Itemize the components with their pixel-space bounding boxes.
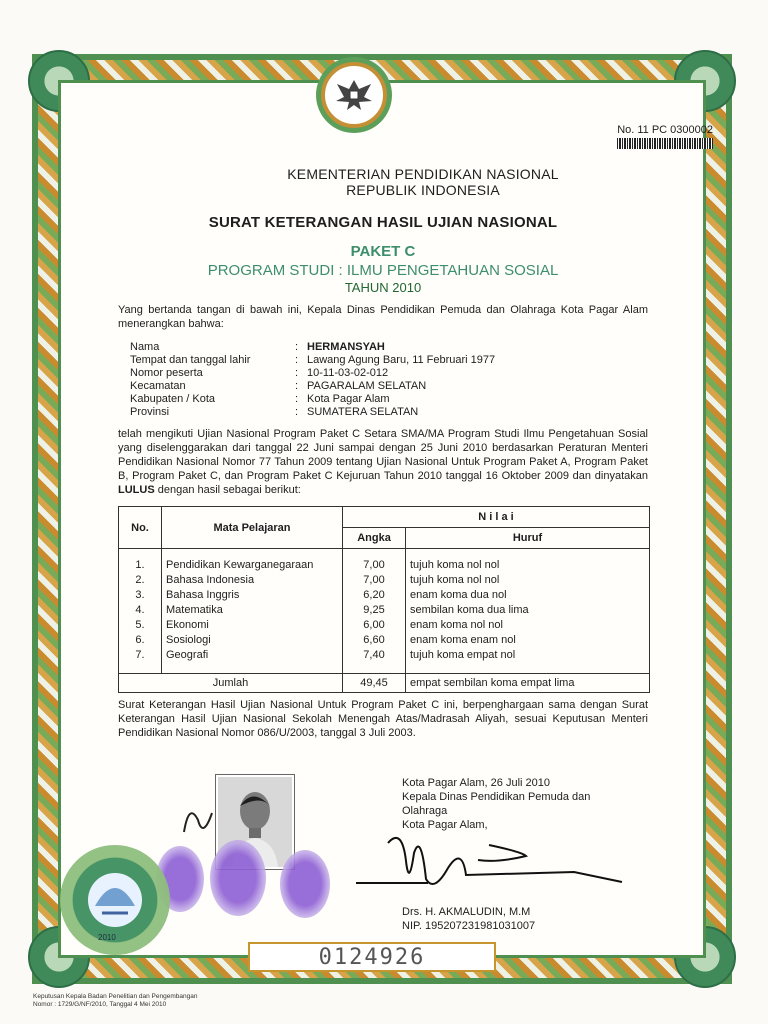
package-name: PAKET C — [350, 243, 416, 260]
thumbprint — [210, 840, 266, 916]
letter-score: tujuh koma empat nol — [410, 649, 516, 661]
footer-line: Nomor : 1729/G/NF/2010, Tanggal 4 Mei 2010 — [33, 1001, 167, 1008]
number-list — [119, 549, 162, 674]
identity-label: Kecamatan — [130, 380, 186, 392]
letter-score-header: Huruf — [406, 528, 650, 549]
subject-name: Matematika — [166, 604, 223, 616]
letter-score-list — [406, 549, 650, 674]
footer-line: Keputusan Kepala Badan Penelitian dan Pengembangan — [33, 993, 198, 1000]
separator: : — [295, 341, 299, 353]
subject-name: Geografi — [166, 649, 209, 661]
document-number-block — [617, 124, 713, 149]
signature-block — [402, 776, 662, 933]
separator: : — [295, 393, 299, 405]
letter-score: enam koma nol nol — [410, 619, 503, 631]
footer-note — [33, 993, 197, 1009]
numeric-score: 6,00 — [363, 619, 385, 631]
numeric-score: 7,40 — [363, 649, 385, 661]
grades-header-row — [119, 507, 650, 528]
row-number: 1. — [135, 559, 145, 571]
subject-name: Ekonomi — [166, 619, 209, 631]
separator: : — [295, 380, 299, 392]
identity-label: Nama — [130, 341, 160, 353]
identity-value: Kota Pagar Alam — [307, 393, 390, 405]
statement-end: dengan hasil sebagai berikut: — [157, 484, 301, 496]
number-column-header: No. — [119, 507, 162, 549]
program-name: PROGRAM STUDI : ILMU PENGETAHUAN SOSIAL — [207, 262, 559, 279]
identity-row — [130, 341, 495, 354]
score-column-header: N i l a i — [343, 507, 650, 528]
grades-body-row — [119, 549, 650, 674]
numeric-score: 7,00 — [363, 574, 385, 586]
row-number: 7. — [135, 649, 145, 661]
official-position: Kepala Dinas Pendidikan Pemuda dan — [402, 791, 591, 803]
official-name: Drs. H. AKMALUDIN, M.M — [402, 906, 531, 918]
issue-place-date: Kota Pagar Alam, 26 Juli 2010 — [402, 777, 550, 789]
seal-year: 2010 — [98, 933, 116, 942]
row-number: 2. — [135, 574, 145, 586]
separator: : — [295, 367, 299, 379]
numeric-score-header: Angka — [343, 528, 406, 549]
ministry-name: KEMENTERIAN PENDIDIKAN NASIONAL — [287, 166, 559, 182]
identity-label: Provinsi — [130, 406, 170, 418]
row-number: 6. — [135, 634, 145, 646]
subject-name: Bahasa Indonesia — [166, 574, 255, 586]
official-seal — [60, 845, 170, 955]
identity-value: Lawang Agung Baru, 11 Februari 1977 — [307, 354, 496, 366]
exam-year: TAHUN 2010 — [344, 280, 422, 295]
serial-number: 0124926 — [248, 942, 496, 972]
numeric-score: 6,60 — [363, 634, 385, 646]
statement-paragraph — [118, 427, 648, 497]
identity-value: PAGARALAM SELATAN — [307, 380, 427, 392]
letter-score: tujuh koma nol nol — [410, 559, 500, 571]
eagle-icon — [334, 75, 374, 115]
letter-score: tujuh koma nol nol — [410, 574, 500, 586]
total-numeric-score: 49,45 — [343, 674, 406, 693]
subject-column-header: Mata Pelajaran — [162, 507, 343, 549]
total-row — [119, 674, 650, 693]
official-nip: NIP. 195207231981031007 — [402, 920, 536, 932]
letter-score: sembilan koma dua lima — [410, 604, 529, 616]
subject-name: Bahasa Inggris — [166, 589, 240, 601]
subject-list — [162, 549, 343, 674]
identity-value: HERMANSYAH — [307, 341, 385, 353]
certificate-title: SURAT KETERANGAN HASIL UJIAN NASIONAL — [208, 214, 558, 231]
numeric-score: 6,20 — [363, 589, 385, 601]
intro-paragraph: Yang bertanda tangan di bawah ini, Kepala Dinas Pendidikan Pemuda dan Olahraga Kota Pagar Alam menerangkan bahwa: — [118, 304, 648, 330]
identity-row — [130, 380, 495, 393]
official-position: Olahraga — [402, 805, 448, 817]
identity-table — [130, 341, 495, 419]
identity-row — [130, 354, 495, 367]
row-number: 4. — [135, 604, 145, 616]
identity-label: Nomor peserta — [130, 367, 203, 379]
certificate-content — [118, 166, 648, 740]
pass-status: LULUS — [118, 484, 155, 496]
identity-label: Tempat dan tanggal lahir — [130, 354, 251, 366]
identity-value: SUMATERA SELATAN — [307, 406, 419, 418]
garuda-emblem — [321, 62, 387, 128]
equivalence-paragraph: Surat Keterangan Hasil Ujian Nasional Untuk Program Paket C ini, berpenghargaan sama dengan Surat Keterangan Hasil Ujian Nasional Sekolah Menengah Atas/Madrasah Aliyah, sesuai Keputusan Menteri Pendidikan Nasional Nomor 086/U/2003, tanggal 3 Juli 2003. — [118, 699, 648, 739]
small-signature — [178, 794, 218, 854]
row-number: 5. — [135, 619, 145, 631]
statement-text: telah mengikuti Ujian Nasional Program Paket C Setara SMA/MA Program Studi Ilmu Pengetahuan Sosial yang diselenggarakan dari tanggal 22 Juni sampai dengan 25 Juni 2010 berdasarkan Peraturan Menteri Pendidikan Nasional Nomor 77 Tahun 2009 tentang Ujian Nasional Untuk Program Paket A, Program Paket B, Program Paket C, dan Program Paket C Kejuruan Tahun 2010 tanggal 16 Oktober 2009 dan dinyatakan — [118, 428, 648, 482]
grades-table — [118, 506, 650, 693]
republic-name: REPUBLIK INDONESIA — [346, 182, 500, 198]
letter-score: enam koma enam nol — [410, 634, 516, 646]
identity-label: Kabupaten / Kota — [130, 393, 216, 405]
numeric-score: 9,25 — [363, 604, 385, 616]
numeric-score-list — [343, 549, 406, 674]
thumbprint — [280, 850, 330, 918]
row-number: 3. — [135, 589, 145, 601]
letter-score: enam koma dua nol — [410, 589, 507, 601]
total-label: Jumlah — [119, 674, 343, 693]
numeric-score: 7,00 — [363, 559, 385, 571]
identity-value: 10-11-03-02-012 — [307, 367, 389, 379]
barcode — [617, 138, 713, 149]
subject-name: Sosiologi — [166, 634, 211, 646]
identity-row — [130, 393, 495, 406]
identity-row — [130, 367, 495, 380]
identity-row — [130, 406, 495, 419]
separator: : — [295, 406, 299, 418]
signature — [354, 827, 684, 902]
total-letter-score: empat sembilan koma empat lima — [406, 674, 650, 693]
separator: : — [295, 354, 299, 366]
official-city: Kota Pagar Alam, — [402, 819, 488, 831]
document-number: No. 11 PC 0300002 — [617, 124, 713, 136]
subject-name: Pendidikan Kewarganegaraan — [166, 559, 314, 571]
